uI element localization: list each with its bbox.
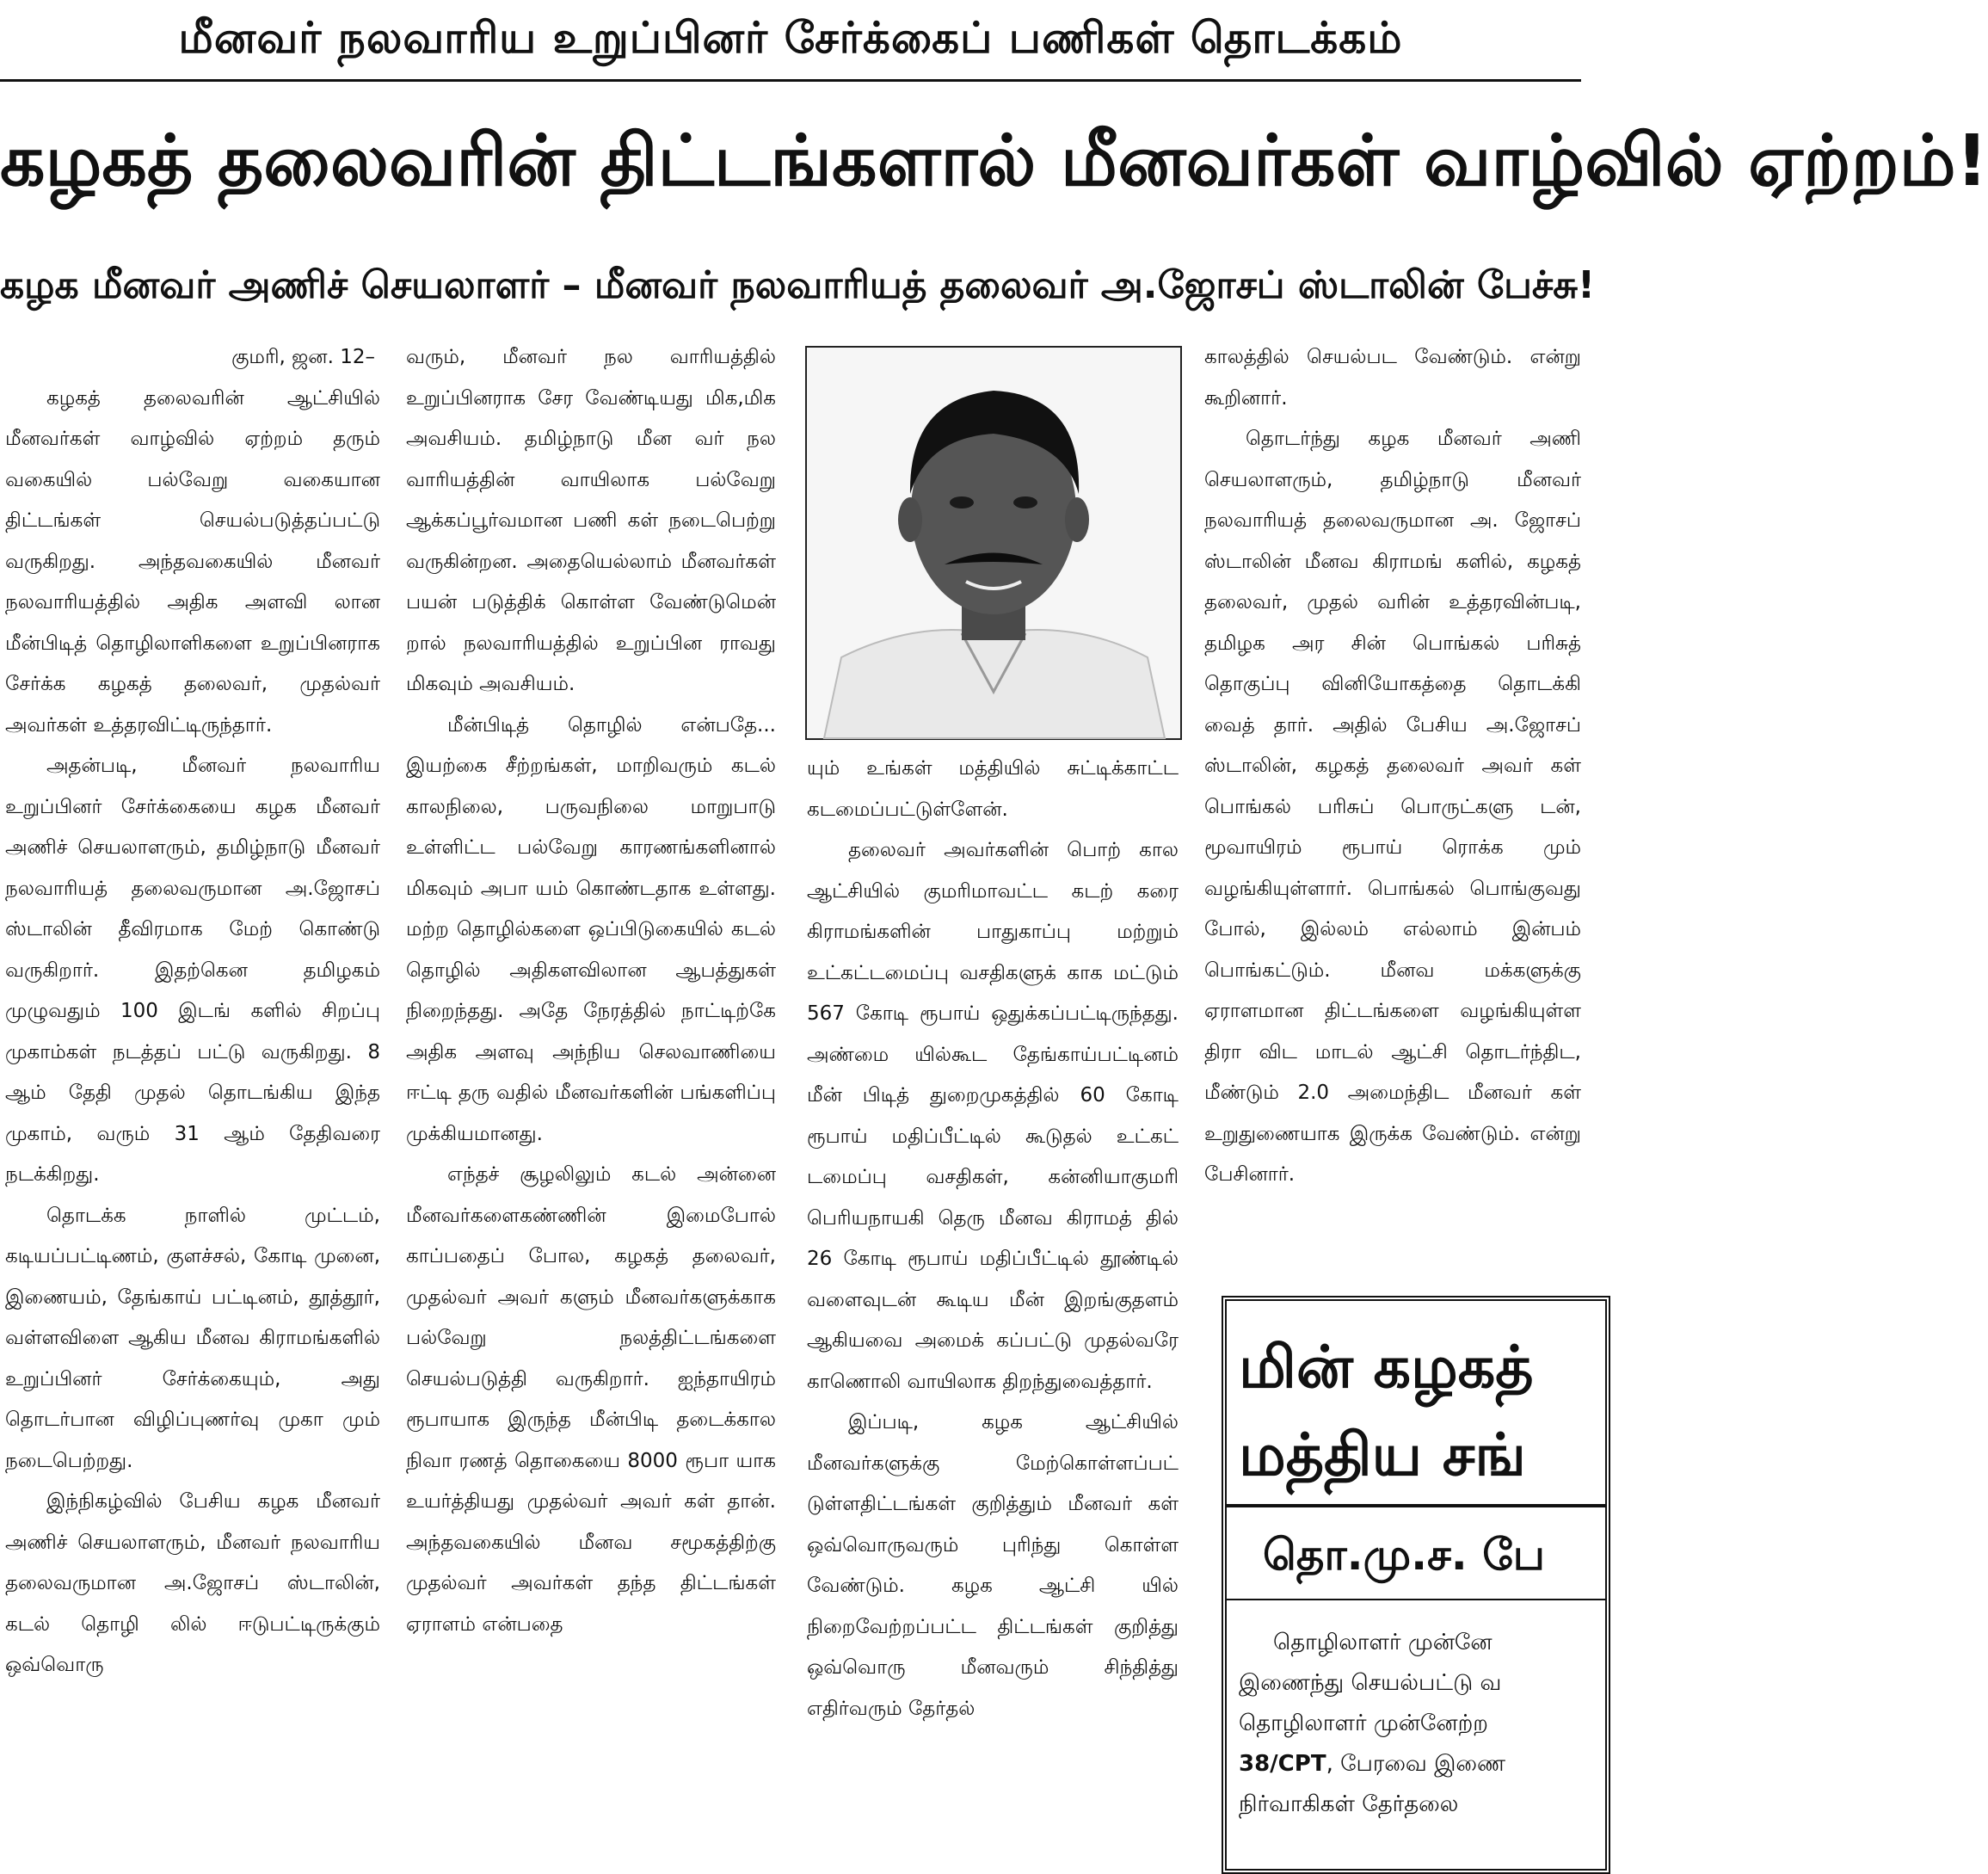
main-headline: கழகத் தலைவரின் திட்டங்களால் மீனவர்கள் வாழ்வில் ஏற்றம்! xyxy=(0,120,1988,202)
article-column-1 xyxy=(5,337,380,1846)
side-box-subtitle: தொ.மு.ச. பே xyxy=(1263,1530,1545,1580)
paragraph: இந்நிகழ்வில் பேசிய கழக மீனவர் அணிச் செயலாளரும், மீனவர் நலவாரிய தலைவருமான அ.ஜோசப் ஸ்டாலின், கடல் தொழி லில் ஈடுபட்டிருக்கும் ஒவ்வொரு xyxy=(5,1490,380,1676)
kicker-headline: மீனவர் நலவாரிய உறுப்பினர் சேர்க்கைப் பணிகள் தொடக்கம் xyxy=(178,13,1403,63)
portrait-photo xyxy=(805,346,1182,740)
paragraph: அதன்படி, மீனவர் நலவாரிய உறுப்பினர் சேர்க்கையை கழக மீனவர் அணிச் செயலாளரும், தமிழ்நாடு மீனவர் நலவாரியத் தலைவருமான அ.ஜோசப் ஸ்டாலின் தீவிரமாக மேற் கொண்டு வருகிறார். இதற்கென தமிழகம் முழுவதும் 100 இடங் களில் சிறப்பு முகாம்கள் நடத்தப் பட்டு வருகிறது. 8 ஆம் தேதி முதல் தொடங்கிய இந்த முகாம், வரும் 31 ஆம் தேதிவரை நடக்கிறது. xyxy=(5,755,380,1186)
side-box-line-rest: , பேரவை இணை xyxy=(1326,1751,1506,1777)
sub-headline: கழக மீனவர் அணிச் செயலாளர் – மீனவர் நலவாரியத் தலைவர் அ.ஜோசப் ஸ்டாலின் பேச்சு! xyxy=(0,263,1596,307)
side-box-line: நிர்வாகிகள் தேர்தலை xyxy=(1239,1791,1459,1817)
paragraph: காலத்தில் செயல்பட வேண்டும். என்று கூறினார். xyxy=(1204,346,1581,410)
side-box-line: இணைந்து செயல்பட்டு வ xyxy=(1239,1670,1502,1696)
paragraph: வரும், மீனவர் நல வாரியத்தில் உறுப்பினராக சேர வேண்டியது மிக,மிக அவசியம். தமிழ்நாடு மீன வர் நல வாரியத்தின் வாயிலாக பல்வேறு ஆக்கப்பூர்வமான பணி கள் நடைபெற்று வருகின்றன. அதையெல்லாம் மீனவர்கள் பயன் படுத்திக் கொள்ள வேண்டுமென் றால் நலவாரியத்தில் உறுப்பின ராவது மிகவும் அவசியம். xyxy=(406,346,776,695)
side-box-code: 38/CPT xyxy=(1239,1751,1326,1777)
paragraph: எந்தச் சூழலிலும் கடல் அன்னை மீனவர்களைகண்ணின் இமைபோல் காப்பதைப் போல, கழகத் தலைவர், முதல்வர் அவர் களும் மீனவர்களுக்காக பல்வேறு நலத்திட்டங்களை செயல்படுத்தி வருகிறார். ஐந்தாயிரம் ரூபாயாக இருந்த மீன்பிடி தடைக்கால நிவா ரணத் தொகையை 8000 ரூபா யாக உயர்த்தியது முதல்வர் அவர் கள் தான். அந்தவகையில் மீனவ சமூகத்திற்கு முதல்வர் அவர்கள் தந்த திட்டங்கள் ஏராளம் என்பதை xyxy=(406,1163,776,1636)
dateline: குமரி, ஜன. 12– xyxy=(231,346,375,368)
article-column-2 xyxy=(406,337,776,1846)
paragraph: மீன்பிடித் தொழில் என்பதே... இயற்கை சீற்றங்கள், மாறிவரும் கடல் காலநிலை, பருவநிலை மாறுபாடு உள்ளிட்ட பல்வேறு காரணங்களினால் மிகவும் அபா யம் கொண்டதாக உள்ளது. மற்ற தொழில்களை ஒப்பிடுகையில் கடல் தொழில் அதிகளவிலான ஆபத்துகள் நிறைந்தது. அதே நேரத்தில் நாட்டிற்கே அதிக அளவு அந்நிய செலவாணியை ஈட்டி தரு வதில் மீனவர்களின் பங்களிப்பு முக்கியமானது. xyxy=(406,713,776,1145)
side-box-divider xyxy=(1227,1504,1605,1507)
side-box-body xyxy=(1239,1623,1634,1825)
side-box-line xyxy=(1239,1744,1634,1785)
paragraph: தொடர்ந்து கழக மீனவர் அணி செயலாளரும், தமிழ்நாடு மீனவர் நலவாரியத் தலைவருமான அ. ஜோசப் ஸ்டாலின் மீனவ கிராமங் களில், கழகத் தலைவர், முதல் வரின் உத்தரவின்படி, தமிழக அர சின் பொங்கல் பரிசுத் தொகுப்பு வினியோகத்தை தொடக்கி வைத் தார். அதில் பேசிய அ.ஜோசப் ஸ்டாலின், கழகத் தலைவர் அவர் கள் பொங்கல் பரிசுப் பொருட்களு டன், மூவாயிரம் ரூபாய் ரொக்க மும் வழங்கியுள்ளார். பொங்கல் பொங்குவது போல், இல்லம் எல்லாம் இன்பம் பொங்கட்டும். மீனவ மக்களுக்கு ஏராளமான திட்டங்களை வழங்கியுள்ள திரா விட மாடல் ஆட்சி தொடர்ந்திட, மீண்டும் 2.0 அமைந்திட மீனவர் கள் உறுதுணையாக இருக்க வேண்டும். என்று பேசினார். xyxy=(1204,428,1581,1186)
side-box-title-line-1: மின் கழகத் xyxy=(1239,1334,1534,1402)
paragraph: கழகத் தலைவரின் ஆட்சியில் மீனவர்கள் வாழ்வில் ஏற்றம் தரும் வகையில் பல்வேறு வகையான திட்டங்கள் செயல்படுத்தப்பட்டு வருகிறது. அந்தவகையில் மீனவர் நலவாரியத்தில் அதிக அளவி லான மீன்பிடித் தொழிலாளிகளை உறுப்பினராக சேர்க்க கழகத் தலைவர், முதல்வர் அவர்கள் உத்தரவிட்டிருந்தார். xyxy=(5,386,380,737)
article-column-3 xyxy=(807,749,1179,1846)
paragraph: யும் உங்கள் மத்தியில் சுட்டிக்காட்ட கடமைப்பட்டுள்ளேன். xyxy=(807,757,1179,821)
side-box-line: தொழிலாளர் முன்னே xyxy=(1273,1630,1493,1655)
side-news-box xyxy=(1222,1296,1610,1874)
side-box-line: தொழிலாளர் முன்னேற்ற xyxy=(1239,1711,1488,1736)
side-box-title-line-2: மத்திய சங் xyxy=(1239,1421,1526,1489)
portrait-photo-icon xyxy=(807,348,1180,738)
paragraph: இப்படி, கழக ஆட்சியில் மீனவர்களுக்கு மேற்கொள்ளப்பட் டுள்ளதிட்டங்கள் குறித்தும் மீனவர் கள் ஒவ்வொருவரும் புரிந்து கொள்ள வேண்டும். கழக ஆட்சி யில் நிறைவேற்றப்பட்ட திட்டங்கள் குறித்து ஒவ்வொரு மீனவரும் சிந்தித்து எதிர்வரும் தேர்தல் xyxy=(807,1411,1179,1720)
paragraph: தலைவர் அவர்களின் பொற் கால ஆட்சியில் குமரிமாவட்ட கடற் கரை கிராமங்களின் பாதுகாப்பு மற்றும் உட்கட்டமைப்பு வசதிகளுக் காக மட்டும் 567 கோடி ரூபாய் ஒதுக்கப்பட்டிருந்தது. அண்மை யில்கூட தேங்காய்பட்டினம் மீன் பிடித் துறைமுகத்தில் 60 கோடி ரூபாய் மதிப்பீட்டில் கூடுதல் உட்கட் டமைப்பு வசதிகள், கன்னியாகுமரி பெரியநாயகி தெரு மீனவ கிராமத் தில் 26 கோடி ரூபாய் மதிப்பீட்டில் தூண்டில் வளைவுடன் கூடிய மீன் இறங்குதளம் ஆகியவை அமைக் கப்பட்டு முதல்வரே காணொலி வாயிலாக திறந்துவைத்தார். xyxy=(807,839,1179,1393)
article-column-4 xyxy=(1204,337,1581,1271)
side-box-divider-2 xyxy=(1227,1599,1605,1600)
paragraph: தொடக்க நாளில் முட்டம், கடியப்பட்டிணம், குளச்சல், கோடி முனை, இணையம், தேங்காய் பட்டினம், தூத்தூர், வள்ளவிளை ஆகிய மீனவ கிராமங்களில் உறுப்பினர் சேர்க்கையும், அது தொடர்பான விழிப்புணர்வு முகா மும் நடைபெற்றது. xyxy=(5,1204,380,1472)
kicker-divider xyxy=(0,79,1581,82)
